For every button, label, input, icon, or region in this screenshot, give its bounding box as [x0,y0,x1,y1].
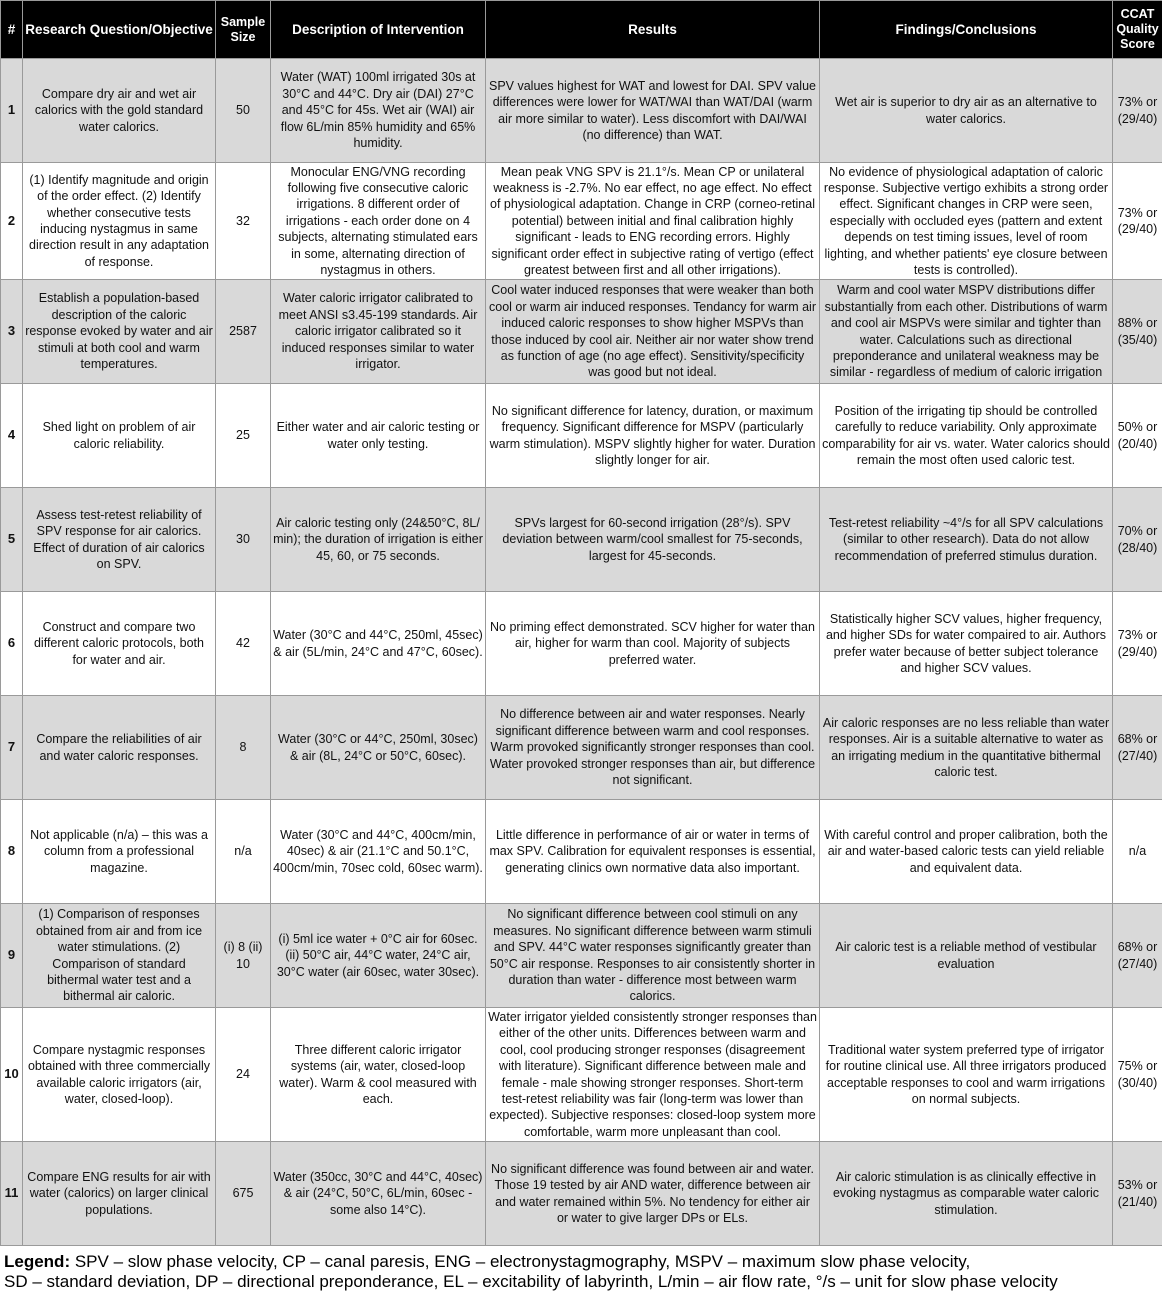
results-cell: No significant difference between cool stimuli on any measures. No significant difference between warm stimuli and SPV. 44°C water responses significantly greater than 50°C air response. Responses to air consistently shorter in duration than water - difference most between warm calorics. [486,904,820,1008]
sample-size-cell: n/a [216,800,271,904]
legend-label: Legend: [4,1252,71,1271]
ccat-score-cell: 53% or (21/40) [1113,1142,1162,1246]
findings-cell: Air caloric test is a reliable method of vestibular evaluation [820,904,1113,1008]
row-number: 6 [1,592,23,696]
table-row [1,59,1162,163]
header-findings: Findings/Conclusions [820,1,1113,59]
intervention-cell: Air caloric testing only (24&50°C, 8L/ min); the duration of irrigation is either 45, 60, or 75 seconds. [271,488,486,592]
intervention-cell: Monocular ENG/VNG recording following five consecutive caloric irrigations. 8 different order of irrigations - each order done on 4 subjects, alternating stimulated ears in some, alternating direction of nystagmus in others. [271,163,486,280]
question-cell: Compare dry air and wet air calorics with the gold standard water calorics. [23,59,216,163]
legend-line-2: SD – standard deviation, DP – directional preponderance, EL – excitability of labyrinth, L/min – air flow rate, °/s – unit for slow phase velocity [4,1272,1058,1291]
row-number: 1 [1,59,23,163]
results-cell: No significant difference for latency, duration, or maximum frequency. Significant difference for MSPV (particularly warm stimulation). MSPV slightly higher for water. Duration slightly longer for air. [486,384,820,488]
sample-size-cell: (i) 8 (ii) 10 [216,904,271,1008]
sample-size-cell: 675 [216,1142,271,1246]
table-row [1,1008,1162,1142]
sample-size-cell: 42 [216,592,271,696]
row-number: 9 [1,904,23,1008]
header-row [1,1,1162,59]
ccat-score-cell: 73% or (29/40) [1113,163,1162,280]
row-number: 3 [1,280,23,384]
sample-size-cell: 24 [216,1008,271,1142]
intervention-cell: Water (30°C and 44°C, 250ml, 45sec) & air (5L/min, 24°C and 47°C, 60sec). [271,592,486,696]
sample-size-cell: 25 [216,384,271,488]
question-cell: Compare the reliabilities of air and water caloric responses. [23,696,216,800]
results-cell: No difference between air and water responses. Nearly significant difference between warm and cool responses. Warm provoked significantly stronger responses than cool. Water provoked stronger responses than air, but difference not significant. [486,696,820,800]
table-row [1,1142,1162,1246]
results-cell: Little difference in performance of air or water in terms of max SPV. Calibration for equivalent responses is essential, generating clinics own normative data also important. [486,800,820,904]
findings-cell: Traditional water system preferred type of irrigator for routine clinical use. All three irrigators produced acceptable responses to cool and warm irrigations on normal subjects. [820,1008,1113,1142]
intervention-cell: Water (WAT) 100ml irrigated 30s at 30°C and 44°C. Dry air (DAI) 27°C and 45°C for 45s. Wet air (WAI) air flow 6L/min 85% humidity and 65% humidity. [271,59,486,163]
sample-size-cell: 50 [216,59,271,163]
question-cell: (1) Identify magnitude and origin of the order effect. (2) Identify whether consecutive tests inducing nystagmus in same direction result in any adaptation of response. [23,163,216,280]
header-sample-size: Sample Size [216,1,271,59]
intervention-cell: (i) 5ml ice water + 0°C air for 60sec. (ii) 50°C air, 44°C water, 24°C air, 30°C water (air 60sec, water 30sec). [271,904,486,1008]
findings-cell: Air caloric responses are no less reliable than water responses. Air is a suitable alternative to water as an irrigating medium in the quantitative bithermal caloric test. [820,696,1113,800]
row-number: 10 [1,1008,23,1142]
row-number: 4 [1,384,23,488]
ccat-score-cell: 73% or (29/40) [1113,59,1162,163]
sample-size-cell: 8 [216,696,271,800]
question-cell: Compare ENG results for air with water (calorics) on larger clinical populations. [23,1142,216,1246]
intervention-cell: Water (30°C or 44°C, 250ml, 30sec) & air (8L, 24°C or 50°C, 60sec). [271,696,486,800]
intervention-cell: Water caloric irrigator calibrated to meet ANSI s3.45-199 standards. Air caloric irrigator calibrated so it induced responses similar to water irrigator. [271,280,486,384]
results-cell: No priming effect demonstrated. SCV higher for water than air, higher for warm than cool. Majority of subjects preferred water. [486,592,820,696]
ccat-score-cell: 88% or (35/40) [1113,280,1162,384]
legend [0,1246,1162,1292]
question-cell: Compare nystagmic responses obtained with three commercially available caloric irrigators (air, water, closed-loop). [23,1008,216,1142]
table-row [1,280,1162,384]
ccat-score-cell: 73% or (29/40) [1113,592,1162,696]
question-cell: Assess test-retest reliability of SPV response for air calorics. Effect of duration of air calorics on SPV. [23,488,216,592]
table-row [1,800,1162,904]
table-row [1,696,1162,800]
row-number: 8 [1,800,23,904]
question-cell: Shed light on problem of air caloric reliability. [23,384,216,488]
ccat-score-cell: n/a [1113,800,1162,904]
intervention-cell: Water (30°C and 44°C, 400cm/min, 40sec) & air (21.1°C and 50.1°C, 400cm/min, 70sec cold, 60sec warm). [271,800,486,904]
findings-cell: Test-retest reliability ~4°/s for all SPV calculations (similar to other research). Data do not allow recommendation of preferred stimulus duration. [820,488,1113,592]
row-number: 5 [1,488,23,592]
ccat-score-cell: 68% or (27/40) [1113,696,1162,800]
results-cell: Mean peak VNG SPV is 21.1°/s. Mean CP or unilateral weakness is -2.7%. No ear effect, no age effect. No effect of physiological adaptation. Change in CRP (corneo-retinal potential) between initial and final calibration highly significant - leads to ENG recording errors. Highly significant order effect in subjective rating of vertigo (effect greatest between first and all other irrigations). [486,163,820,280]
row-number: 7 [1,696,23,800]
table-row [1,488,1162,592]
results-cell: Cool water induced responses that were weaker than both cool or warm air induced responses. Tendancy for warm air induced caloric responses to show higher MSPVs than those induced by cool air. Neither air nor water show trend as function of age (no age effect). Sensitivity/specificity was good but not ideal. [486,280,820,384]
sample-size-cell: 2587 [216,280,271,384]
question-cell: Establish a population-based description of the caloric response evoked by water and air stimuli at both cool and warm temperatures. [23,280,216,384]
table-row [1,592,1162,696]
ccat-score-cell: 68% or (27/40) [1113,904,1162,1008]
findings-cell: With careful control and proper calibration, both the air and water-based caloric tests can yield reliable and equivalent data. [820,800,1113,904]
ccat-score-cell: 70% or (28/40) [1113,488,1162,592]
table-row [1,904,1162,1008]
findings-cell: No evidence of physiological adaptation of caloric response. Subjective vertigo exhibits a strong order effect. Significant changes in CRP were seen, especially with occluded eyes (pattern and extent depends on test timing issues, level of room lighting, and whether patients' eye closure between tests is controlled). [820,163,1113,280]
row-number: 11 [1,1142,23,1246]
row-number: 2 [1,163,23,280]
findings-cell: Position of the irrigating tip should be controlled carefully to reduce variability. Only approximate comparability for air vs. water. Water calorics should remain the most often used caloric test. [820,384,1113,488]
results-cell: SPVs largest for 60-second irrigation (28°/s). SPV deviation between warm/cool smallest for 75-seconds, largest for 45-seconds. [486,488,820,592]
legend-line-1: SPV – slow phase velocity, CP – canal paresis, ENG – electronystagmography, MSPV – maximum slow phase velocity, [70,1252,971,1271]
header-intervention: Description of Intervention [271,1,486,59]
sample-size-cell: 32 [216,163,271,280]
results-cell: SPV values highest for WAT and lowest for DAI. SPV value differences were lower for WAT/WAI than WAT/DAI (warm air more similar to water). Less discomfort with DAI/WAI (no difference) than WAT. [486,59,820,163]
intervention-cell: Water (350cc, 30°C and 44°C, 40sec) & air (24°C, 50°C, 6L/min, 60sec - some also 14°C). [271,1142,486,1246]
findings-cell: Statistically higher SCV values, higher frequency, and higher SDs for water compaired to air. Authors prefer water because of better subject tolerance and higher SCV values. [820,592,1113,696]
header-results: Results [486,1,820,59]
findings-cell: Air caloric stimulation is as clinically effective in evoking nystagmus as comparable water caloric stimulation. [820,1142,1113,1246]
sample-size-cell: 30 [216,488,271,592]
header-num: # [1,1,23,59]
table-row [1,163,1162,280]
results-cell: No significant difference was found between air and water. Those 19 tested by air AND water, difference between air and water remained within 5%. No tendency for either air or water to give larger DPs or ELs. [486,1142,820,1246]
header-ccat-score: CCAT Quality Score [1113,1,1162,59]
results-cell: Water irrigator yielded consistently stronger responses than either of the other units. Differences between warm and cool, cool producing stronger responses (disagreement with literature). Significant difference between male and female - male showing stronger responses. Short-term test-retest reliability was fair (long-term was lower than expected). Subjective responses: closed-loop system more comfortable, warm more unpleasant than cool. [486,1008,820,1142]
header-question: Research Question/Objective [23,1,216,59]
intervention-cell: Either water and air caloric testing or water only testing. [271,384,486,488]
findings-cell: Wet air is superior to dry air as an alternative to water calorics. [820,59,1113,163]
question-cell: Construct and compare two different caloric protocols, both for water and air. [23,592,216,696]
table-row [1,384,1162,488]
findings-cell: Warm and cool water MSPV distributions differ substantially from each other. Distributions of warm and cool air MSPVs were similar and tighter than water. Calculations such as directional preponderance and unilateral weakness may be similar - regardless of medium of caloric irrigation [820,280,1113,384]
ccat-score-cell: 50% or (20/40) [1113,384,1162,488]
question-cell: Not applicable (n/a) – this was a column from a professional magazine. [23,800,216,904]
intervention-cell: Three different caloric irrigator systems (air, water, closed-loop water). Warm & cool measured with each. [271,1008,486,1142]
ccat-score-cell: 75% or (30/40) [1113,1008,1162,1142]
question-cell: (1) Comparison of responses obtained from air and from ice water stimulations. (2) Comparison of standard bithermal water test and a bithermal air caloric. [23,904,216,1008]
